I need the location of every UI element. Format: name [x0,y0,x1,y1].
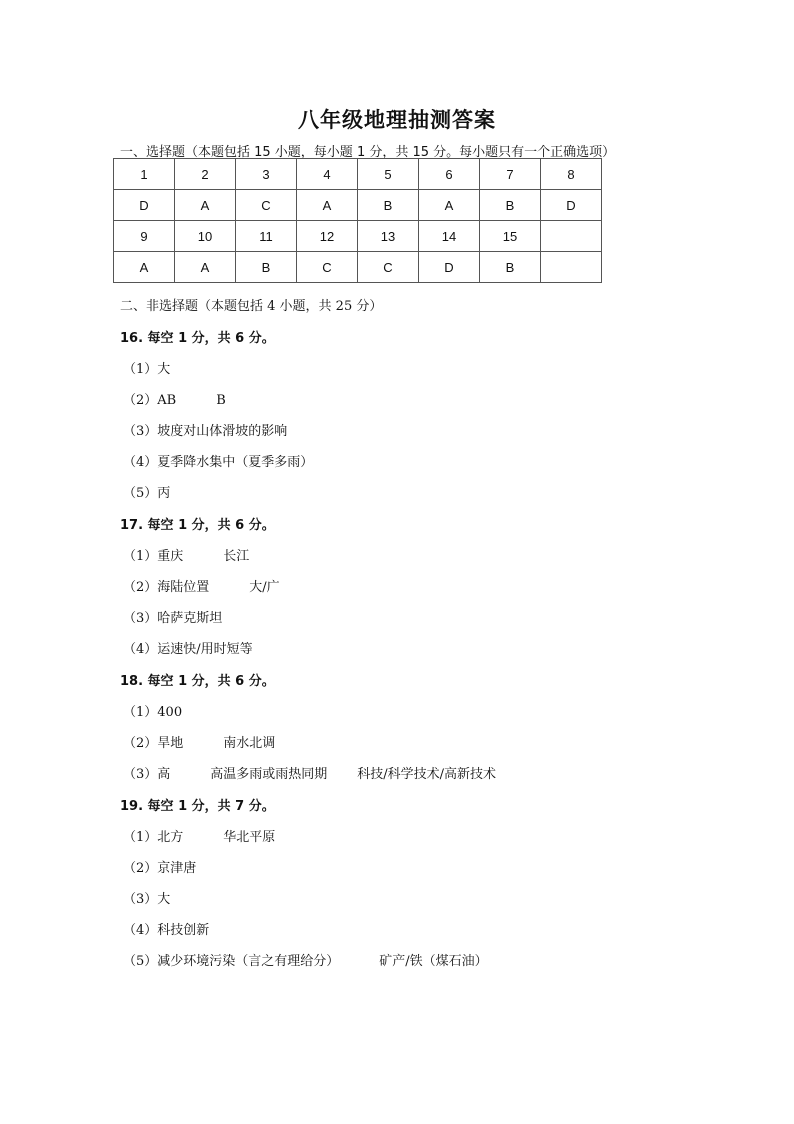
table-row [114,221,602,252]
table-cell: 12 [297,221,358,252]
table-row [114,252,602,283]
q19-answer-1 [123,826,275,845]
table-cell: D [114,190,175,221]
q16-answer-1: （1）大 [123,362,171,377]
table-cell: C [236,190,297,221]
table-cell: 7 [480,159,541,190]
q17-answer-3: （3）哈萨克斯坦 [123,611,223,626]
table-cell: 9 [114,221,175,252]
q16-answer-2b: B [216,393,226,408]
q19-answer-5a: （5）减少环境污染（言之有理给分） [123,954,340,969]
table-cell: C [297,252,358,283]
table-cell: 8 [541,159,602,190]
table-cell: 13 [358,221,419,252]
q18-answer-3 [123,763,496,782]
q19-answer-4: （4）科技创新 [123,923,210,938]
table-cell: A [419,190,480,221]
q19-answer-1b: 华北平原 [223,830,276,845]
q17-answer-1 [123,545,249,564]
q17-answer-2a: （2）海陆位置 [123,580,210,595]
q18-answer-2 [123,732,275,751]
table-cell: 5 [358,159,419,190]
table-cell: A [114,252,175,283]
table-row [114,159,602,190]
table-cell: 15 [480,221,541,252]
section2-heading: 二、非选择题（本题包括 4 小题，共 25 分） [120,299,383,314]
table-cell: A [175,190,236,221]
table-cell: 2 [175,159,236,190]
q16-answer-2a: （2）AB [123,393,177,408]
section1-heading: 一、选择题（本题包括 15 小题，每小题 1 分，共 15 分。每小题只有一个正确选项） [120,145,616,160]
table-cell [541,252,602,283]
q18-answer-3a: （3）高 [123,767,171,782]
table-cell [541,221,602,252]
q18-answer-2a: （2）旱地 [123,736,184,751]
table-cell: 11 [236,221,297,252]
table-row [114,190,602,221]
table-cell: B [236,252,297,283]
table-cell: B [480,190,541,221]
table-cell: D [419,252,480,283]
q19-heading: 19. 每空 1 分，共 7 分。 [120,799,275,814]
table-cell: 4 [297,159,358,190]
q19-answer-2: （2）京津唐 [123,861,197,876]
q18-answer-1: （1）400 [123,705,183,720]
q17-heading: 17. 每空 1 分，共 6 分。 [120,518,275,533]
q17-answer-1a: （1）重庆 [123,549,184,564]
q16-answer-3: （3）坡度对山体滑坡的影响 [123,424,288,439]
table-cell: 1 [114,159,175,190]
q19-answer-3: （3）大 [123,892,171,907]
q19-answer-5b: 矿产/铁（煤石油） [379,954,488,969]
q16-answer-2 [123,389,226,408]
table-cell: 10 [175,221,236,252]
q19-answer-1a: （1）北方 [123,830,184,845]
q16-heading: 16. 每空 1 分，共 6 分。 [120,331,275,346]
q19-answer-5 [123,950,488,969]
q17-answer-2 [123,576,280,595]
q16-answer-4: （4）夏季降水集中（夏季多雨） [123,455,314,470]
q17-answer-4: （4）运速快/用时短等 [123,642,253,657]
table-cell: A [297,190,358,221]
q17-answer-2b: 大/广 [249,580,280,595]
q18-heading: 18. 每空 1 分，共 6 分。 [120,674,275,689]
table-cell: A [175,252,236,283]
answer-table [113,158,602,283]
table-cell: B [358,190,419,221]
q18-answer-2b: 南水北调 [223,736,276,751]
q18-answer-3b: 高温多雨或雨热同期 [210,767,328,782]
table-cell: D [541,190,602,221]
table-cell: B [480,252,541,283]
table-cell: 3 [236,159,297,190]
q16-answer-5: （5）丙 [123,486,171,501]
q17-answer-1b: 长江 [223,549,250,564]
table-cell: C [358,252,419,283]
page-title: 八年级地理抽测答案 [298,108,496,132]
table-cell: 14 [419,221,480,252]
q18-answer-3c: 科技/科学技术/高新技术 [357,767,497,782]
table-cell: 6 [419,159,480,190]
